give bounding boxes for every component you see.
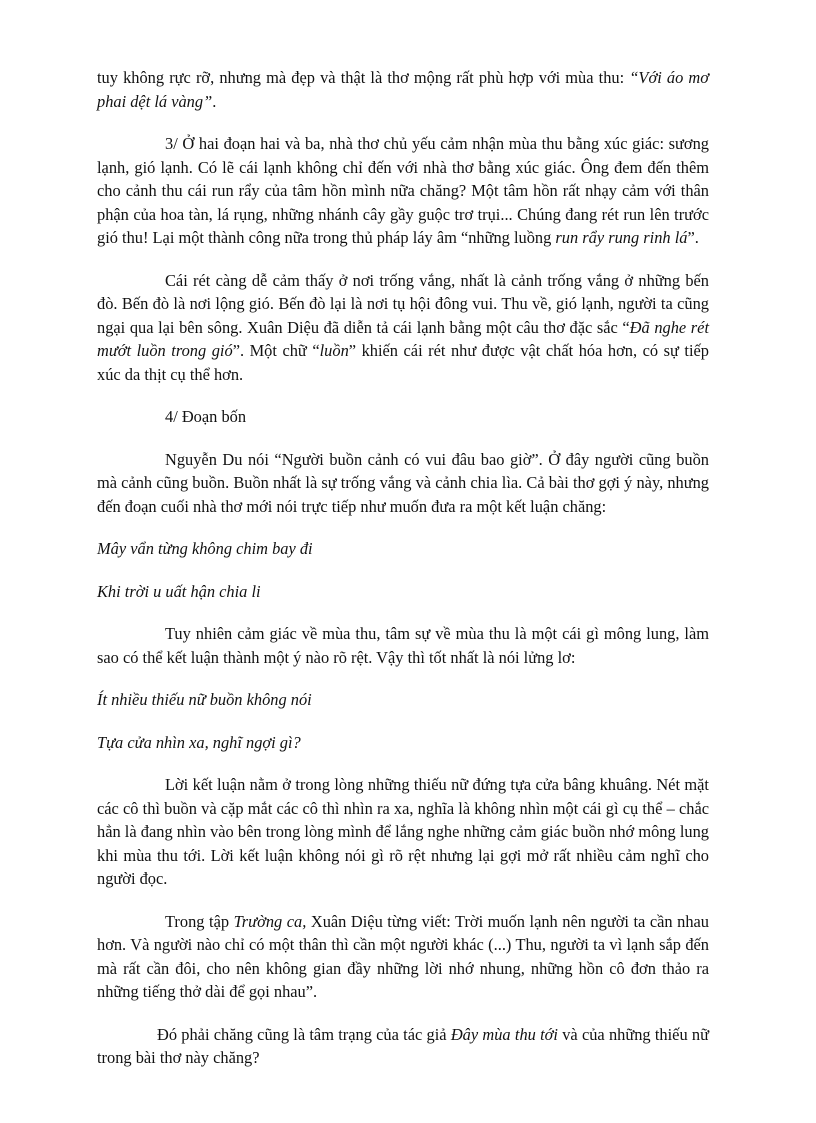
italic-text: Mây vẩn từng không chim bay đi <box>97 539 313 558</box>
text-run: Đó phải chăng cũng là tâm trạng của tác giả <box>157 1024 451 1044</box>
paragraph-vague-conclusion <box>97 622 709 669</box>
paragraph-truong-ca <box>97 910 709 1004</box>
italic-text: Trường ca, <box>233 911 307 931</box>
italic-text: Đây mùa thu tới <box>450 1024 558 1044</box>
text-run: Lời kết luận nằm ở trong lòng những thiếu nữ đứng tựa cửa bâng khuâng. Nét mặt các cô thì buồn và cặp mắt các cô thì nhìn ra xa, nghĩa là không nhìn một cái gì cụ thể – chắc hẳn là đang nhìn vào bên trong lòng mình để lắng nghe những cảm giác buồn nhớ mông lung khi mùa thu tới. Lời kết luận không nói gì rõ rệt nhưng lại gợi mở rất nhiều cảm nghĩ cho người đọc. <box>97 775 709 888</box>
document-body <box>97 66 709 1089</box>
verse-line-2 <box>97 580 709 604</box>
text-run: Tuy nhiên cảm giác về mùa thu, tâm sự về mùa thu là một cái gì mông lung, làm sao có thể kết luận thành một ý nào rõ rệt. Vậy thì tốt nhất là nói lửng lơ: <box>97 624 709 667</box>
text-run: 3/ Ở hai đoạn hai và ba, nhà thơ chủ yếu cảm nhận mùa thu bằng xúc giác: sương lạnh, gió lạnh. Có lẽ cái lạnh không chỉ đến với nhà thơ bằng xúc giác. Ông đem đến thêm cho cảnh thu cái run rẩy của tâm hồn mình nữa chăng? Một tâm hồn rất nhạy cảm với thân phận của hoa tàn, lá rụng, những nhánh cây gầy guộc trơ trụi... Chúng đang rét run lên trước gió thu! Lại một thành công nữa trong thủ pháp láy âm “những luồng <box>97 134 709 247</box>
section-heading-4 <box>97 405 709 429</box>
text-run: Nguyễn Du nói “Người buồn cảnh có vui đâu bao giờ”. Ở đây người cũng buồn mà cảnh cũng buồn. Buồn nhất là sự trống vắng và cảnh chia lìa. Cả bài thơ gợi ý này, nhưng đến đoạn cuối nhà thơ mới nói trực tiếp như muốn đưa ra một kết luận chăng: <box>97 449 709 516</box>
paragraph-section-3 <box>97 132 709 250</box>
verse-line-3 <box>97 688 709 712</box>
paragraph-cold-ferry <box>97 269 709 387</box>
text-run: ”. <box>687 228 699 247</box>
italic-text: Ít nhiều thiếu nữ buồn không nói <box>97 690 312 709</box>
text-run: Cái rét càng dễ cảm thấy ở nơi trống vắng, nhất là cảnh trống vắng ở những bến đò. Bến đò là nơi lộng gió. Bến đò lại là nơi tụ hội đông vui. Thu về, gió lạnh, người ta cũng ngại qua lại bên sông. Xuân Diệu đã diễn tả cái lạnh bằng một câu thơ đặc sắc “ <box>97 270 709 337</box>
text-run: 4/ Đoạn bốn <box>165 407 247 426</box>
text-run: Trong tập <box>165 911 234 931</box>
paragraph-closing <box>97 1023 709 1070</box>
paragraph-continuation <box>97 66 709 113</box>
text-run: ”. Một chữ “ <box>232 341 320 360</box>
text-run: tuy không rực rỡ, nhưng mà đẹp và thật là thơ mộng rất phù hợp với mùa thu: <box>97 68 630 87</box>
verse-line-4 <box>97 731 709 755</box>
text-run: Xuân Diệu từng viết: Trời muốn lạnh nên người ta cần nhau hơn. Và người nào chỉ có một thân thì cần một người khác (...) Thu, người ta vì lạnh sắp đến mà rất cần đôi, cho nên không gian đầy những lời nhớ nhung, những hồn cô đơn thảo ra những tiếng thở dài để gọi nhau”. <box>97 911 709 1001</box>
italic-text: “Với áo mơ phai dệt lá vàng” <box>97 68 709 111</box>
text-run: ” khiến cái rét như được vật chất hóa hơn, có sự tiếp xúc da thịt cụ thể hơn. <box>97 341 709 384</box>
italic-text: Khi trời u uất hận chia li <box>97 581 261 601</box>
text-run: và của những thiếu nữ trong bài thơ này chăng? <box>97 1024 709 1067</box>
paragraph-young-women <box>97 773 709 891</box>
italic-text: run rẩy rung rinh lá <box>555 228 688 247</box>
text-run: . <box>212 91 217 111</box>
italic-text: Đã nghe rét mướt luồn trong gió <box>97 317 709 360</box>
italic-text: Tựa cửa nhìn xa, nghĩ ngợi gì? <box>97 732 301 752</box>
verse-line-1 <box>97 537 709 561</box>
paragraph-nguyen-du <box>97 448 709 519</box>
italic-text: luồn <box>319 341 349 360</box>
